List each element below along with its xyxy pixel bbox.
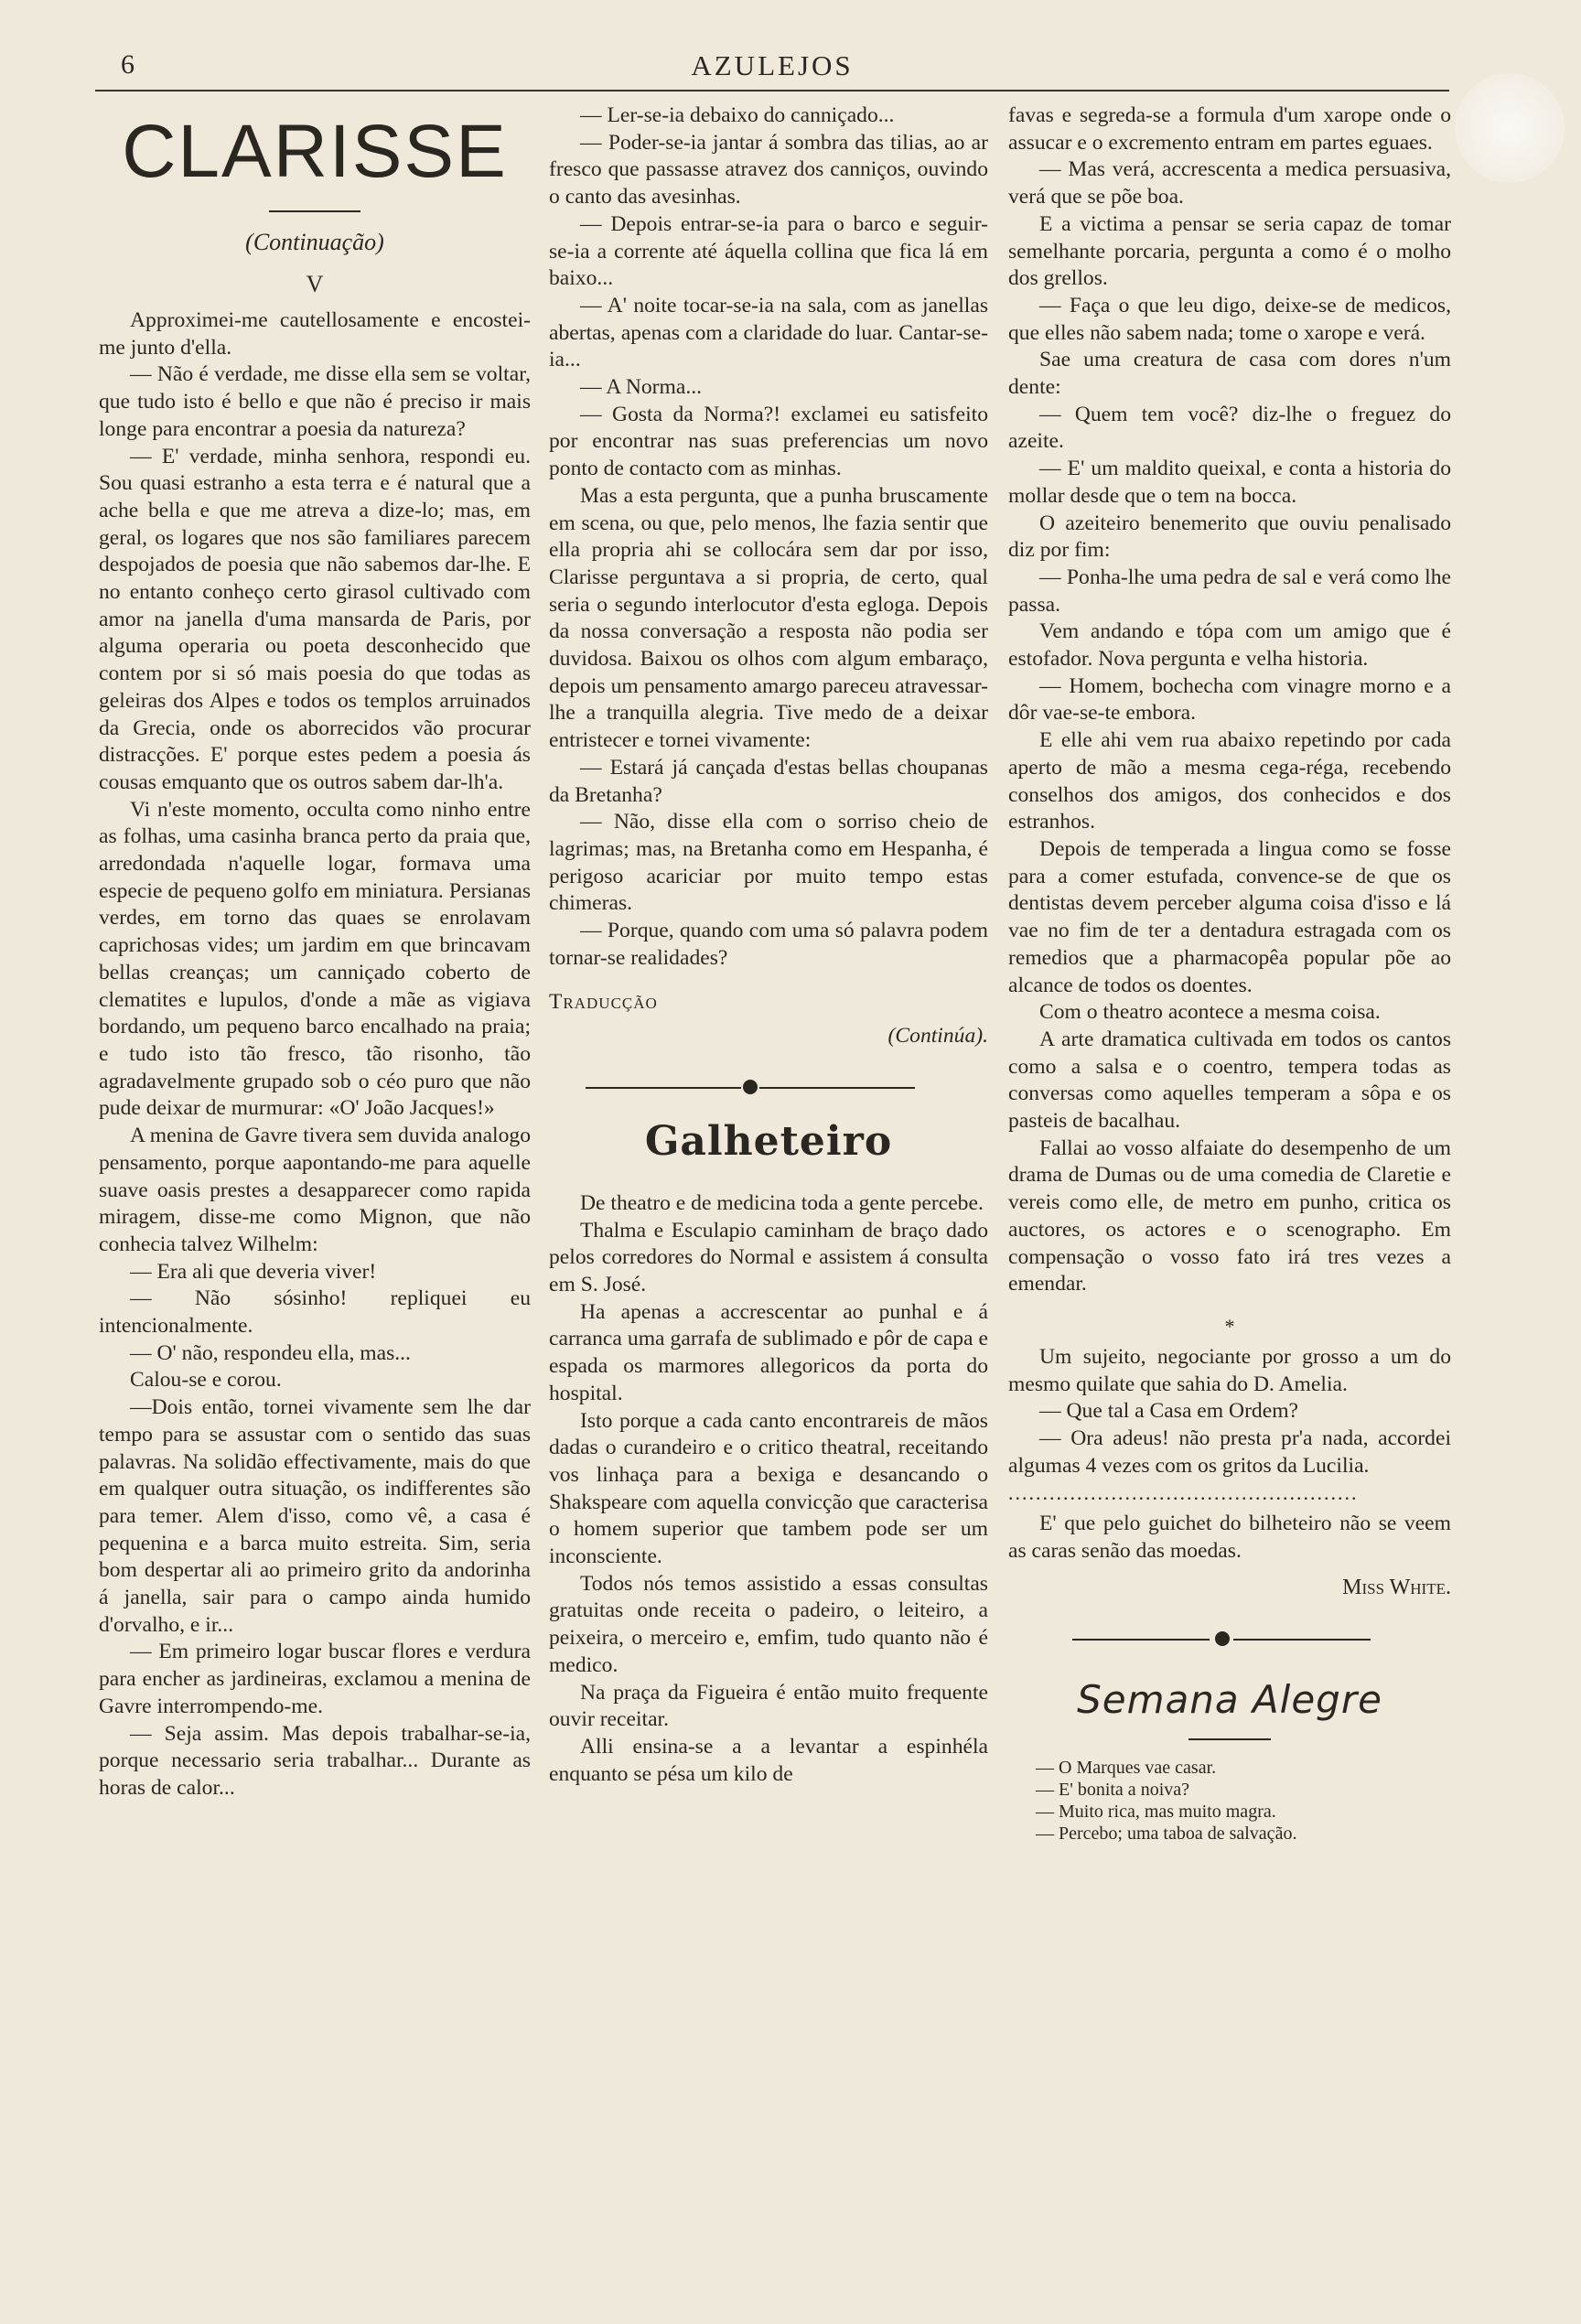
paragraph: — Que tal a Casa em Ordem? bbox=[1039, 1399, 1299, 1424]
paragraph: — Ler-se-ia debaixo do canniçado... bbox=[580, 103, 895, 127]
paragraph: — Seja assim. Mas depois trabalhar-se-ia, porque necessario seria trabalhar... Durante as horas de calor... bbox=[99, 1721, 531, 1800]
dialogue-line: — Muito rica, mas muito magra. bbox=[1036, 1801, 1276, 1822]
column-1 bbox=[99, 102, 531, 1802]
paragraph: — Ora adeus! não presta pr'a nada, accordei algumas 4 vezes com os gritos da Lucilia. bbox=[1008, 1426, 1451, 1478]
paragraph: — Poder-se-ia jantar á sombra das tilias, ao ar fresco que passasse atravez dos canniços, ouvindo o canto das avesinhas. bbox=[549, 130, 988, 210]
article-title-semana-alegre: Semana Alegre bbox=[1077, 1676, 1382, 1722]
paragraph: A arte dramatica cultivada em todos os cantos como a salsa e o coentro, tempera todas as conversas como aquelles temperam a sôpa e os pasteis de bacalhau. bbox=[1008, 1027, 1451, 1134]
paragraph: — Porque, quando com uma só palavra podem tornar-se realidades? bbox=[549, 919, 988, 970]
paper-stain bbox=[1455, 73, 1565, 183]
paragraph: E a victima a pensar se seria capaz de tomar semelhante porcaria, pergunta a como é o molho dos grellos. bbox=[1008, 211, 1451, 291]
paragraph: — Faça o que leu digo, deixe-se de medicos, que elles não sabem nada; tome o xarope e verá. bbox=[1008, 293, 1451, 345]
dotted-separator: ................................................... bbox=[1008, 1481, 1359, 1504]
paragraph: Mas a esta pergunta, que a punha bruscamente em scena, ou que, pelo menos, lhe fazia sentir que ella propria ahi se collocára sem dar por isso, Clarisse perguntava a si propria, de certo, qual seria o segundo interlocutor d'esta egloga. Depois da nossa conversação a resposta não podia ser duvidosa. Baixou os olhos com algum embaraço, depois um pensamento amargo pareceu atravessar-lhe a tranquilla alegria. Tive medo de a deixar entristecer e tornei vivamente: bbox=[549, 483, 988, 753]
paragraph: Depois de temperada a lingua como se fosse para a comer estufada, convence-se de que os dentistas devem perceber alguma coisa d'isso e lá vae no fim de ter a dentadura estragada com os remedios que a pharmacopêa popular põe ao alcance de todos os doentes. bbox=[1008, 836, 1451, 997]
section-ornament bbox=[549, 1074, 988, 1102]
page-number: 6 bbox=[121, 49, 134, 80]
column-3 bbox=[1008, 102, 1451, 1845]
paragraph: — Em primeiro logar buscar flores e verdura para encher as jardineiras, exclamou a menina de Gavre interrompendo-me. bbox=[99, 1640, 531, 1718]
paragraph: — Não, disse ella com o sorriso cheio de lagrimas; mas, na Bretanha como em Hespanha, é perigoso acariciar por muito tempo estas chimeras. bbox=[549, 810, 988, 916]
title-rule bbox=[269, 210, 360, 212]
column-2 bbox=[549, 102, 988, 1788]
paragraph: favas e segreda-se a formula d'um xarope onde o assucar e o excremento entram em partes eguaes. bbox=[1008, 103, 1451, 155]
paragraph: Na praça da Figueira é então muito frequente ouvir receitar. bbox=[549, 1680, 988, 1732]
paragraph: — Gosta da Norma?! exclamei eu satisfeito por encontrar nas suas preferencias um novo ponto de contacto com as minhas. bbox=[549, 402, 988, 481]
paragraph: Com o theatro acontece a mesma coisa. bbox=[1039, 1000, 1381, 1025]
paragraph: — A Norma... bbox=[580, 375, 703, 400]
continues-note: (Continúa). bbox=[887, 1024, 988, 1049]
paragraph: A menina de Gavre tivera sem duvida analogo pensamento, porque aapontando-me para aquelle suave oasis prestes a desapparecer como rapida miragem, disse-me como Mignon, que não conhecia talvez Wilhelm: bbox=[99, 1124, 531, 1256]
paragraph: Thalma e Esculapio caminham de braço dado pelos corredores do Normal e assistem á consulta em S. José. bbox=[549, 1218, 988, 1297]
paragraph: Approximei-me cautellosamente e encostei-me junto d'ella. bbox=[99, 308, 531, 360]
paragraph: Isto porque a cada canto encontrareis de mãos dadas o curandeiro e o critico theatral, receitando vos linhaça para a bexiga e desancando o Shakspeare com aquella convicção que caracterisa o homem superior que tambem pode ser um inconsciente. bbox=[549, 1408, 988, 1569]
title-rule bbox=[1188, 1738, 1271, 1740]
paragraph: Um sujeito, negociante por grosso a um do mesmo quilate que sahia do D. Amelia. bbox=[1008, 1344, 1451, 1396]
dialogue-block bbox=[1008, 1757, 1451, 1845]
article-title-clarisse: CLARISSE bbox=[122, 110, 508, 193]
journal-title: AZULEJOS bbox=[691, 49, 854, 81]
paragraph: Sae uma creatura de casa com dores n'um dente: bbox=[1008, 348, 1451, 400]
dialogue-line: — E' bonita a noiva? bbox=[1036, 1779, 1189, 1800]
chapter-number: V bbox=[306, 271, 324, 297]
paragraph: — O' não, respondeu ella, mas... bbox=[130, 1340, 411, 1365]
article-title-galheteiro: Galheteiro bbox=[644, 1117, 893, 1165]
paragraph: — Homem, bochecha com vinagre morno e a dôr vae-se-te embora. bbox=[1008, 673, 1451, 726]
paragraph: — Depois entrar-se-ia para o barco e seguir-se-ia a corrente até áquella collina que fica lá em baixo... bbox=[549, 211, 988, 291]
page-header bbox=[95, 46, 1449, 91]
star-separator: * bbox=[1224, 1314, 1235, 1338]
paragraph: De theatro e de medicina toda a gente percebe. bbox=[580, 1190, 984, 1215]
paragraph: — Quem tem você? diz-lhe o freguez do azeite. bbox=[1008, 402, 1451, 454]
paragraph: — Estará já cançada d'estas bellas choupanas da Bretanha? bbox=[549, 755, 988, 807]
paragraph: E' que pelo guichet do bilheteiro não se veem as caras senão das moedas. bbox=[1008, 1512, 1451, 1564]
paragraph: Alli ensina-se a a levantar a espinhéla enquanto se pésa um kilo de bbox=[549, 1734, 988, 1786]
paragraph: Calou-se e corou. bbox=[130, 1368, 282, 1393]
paragraph: — Não sósinho! repliquei eu intencionalmente. bbox=[99, 1286, 531, 1339]
paragraph: Fallai ao vosso alfaiate do desempenho de um drama de Dumas ou de uma comedia de Claretie e vereis como elle, de metro em punho, critica os auctores, os actores e o scenographo. Em compensação o vosso fato irá tres vezes a emendar. bbox=[1008, 1135, 1451, 1296]
paragraph: E elle ahi vem rua abaixo repetindo por cada aperto de mão a mesma cega-réga, recebendo conselhos dos amigos, dos conhecidos e dos estranhos. bbox=[1008, 728, 1451, 834]
paragraph: — Mas verá, accrescenta a medica persuasiva, verá que se põe boa. bbox=[1008, 157, 1451, 210]
paragraph: — Ponha-lhe uma pedra de sal e verá como lhe passa. bbox=[1008, 565, 1451, 617]
paragraph: Vem andando e tópa com um amigo que é estofador. Nova pergunta e velha historia. bbox=[1008, 619, 1451, 672]
dialogue-line: — Percebo; uma taboa de salvação. bbox=[1036, 1823, 1297, 1844]
paragraph: — A' noite tocar-se-ia na sala, com as janellas abertas, apenas com a claridade do luar. Cantar-se-ia... bbox=[549, 293, 988, 372]
section-ornament bbox=[1008, 1626, 1451, 1653]
paragraph: O azeiteiro benemerito que ouviu penalisado diz por fim: bbox=[1008, 511, 1451, 563]
translation-credit: Traducção bbox=[549, 989, 658, 1014]
paragraph: — Era ali que deveria viver! bbox=[130, 1259, 377, 1284]
paragraph: Todos nós temos assistido a essas consultas gratuitas onde receita o padeiro, o leiteiro, a peixeira, o merceiro e, emfim, tudo quanto não é medico. bbox=[549, 1571, 988, 1677]
paragraph: Ha apenas a accrescentar ao punhal e á carranca uma garrafa de sublimado e pôr de capa e espada os marmores allegoricos da porta do hospital. bbox=[549, 1299, 988, 1405]
paragraph: — E' verdade, minha senhora, respondi eu. Sou quasi estranho a esta terra e é natural que a ache bella e que me atreva a dize-lo; mas, em geral, os logares que nos são familiares parecem despojados de poesia que não sabemos dar-lhe. E no entanto conheço certo girasol cultivado com amor na janella d'uma mansarda de Paris, por alguma operaria ou poeta desconhecido que contem por si só mais poesia do que todas as geleiras dos Alpes e todos os templos arruinados da Grecia, onde os aborrecidos vão procurar distracções. E' porque estes pedem a poesia ás cousas emquanto que os outros sabem dar-lh'a. bbox=[99, 444, 531, 794]
paragraph: Vi n'este momento, occulta como ninho entre as folhas, uma casinha branca perto da praia que, arredondada n'aquelle logar, formava uma especie de pequeno golfo em miniatura. Persianas verdes, em torno das quaes se enrolavam caprichosas vides; um jardim em que brincavam bellas creanças; um canniçado coberto de clematites e lupulos, d'onde a mãe as vigiava bordando, um pequeno barco encalhado na praia; e tudo isto tão fresco, tão risonho, tão agradavelmente grupado sob o céo puro que não pude deixar de murmurar: «O' João Jacques!» bbox=[99, 797, 531, 1121]
article-subtitle: (Continuação) bbox=[245, 229, 384, 255]
paragraph: — Não é verdade, me disse ella sem se voltar, que tudo isto é bello e que não é preciso ir mais longe para encontrar a poesia da natureza? bbox=[99, 362, 531, 441]
paragraph: —Dois então, tornei vivamente sem lhe dar tempo para se assustar com o sentido das suas palavras. Na solidão effectivamente, mais do que em qualquer outra situação, os indifferentes são para temer. Alem d'isso, como vê, a casa é pequenina e a barca muito estreita. Sim, seria bom despertar ali ao primeiro grito da andorinha á janella, sair para o campo ainda humido d'orvalho, e ir... bbox=[99, 1395, 531, 1637]
paragraph: — E' um maldito queixal, e conta a historia do mollar desde que o tem na bocca. bbox=[1008, 457, 1451, 508]
dialogue-line: — O Marques vae casar. bbox=[1036, 1757, 1217, 1778]
author-signature: Miss White. bbox=[1342, 1575, 1451, 1599]
